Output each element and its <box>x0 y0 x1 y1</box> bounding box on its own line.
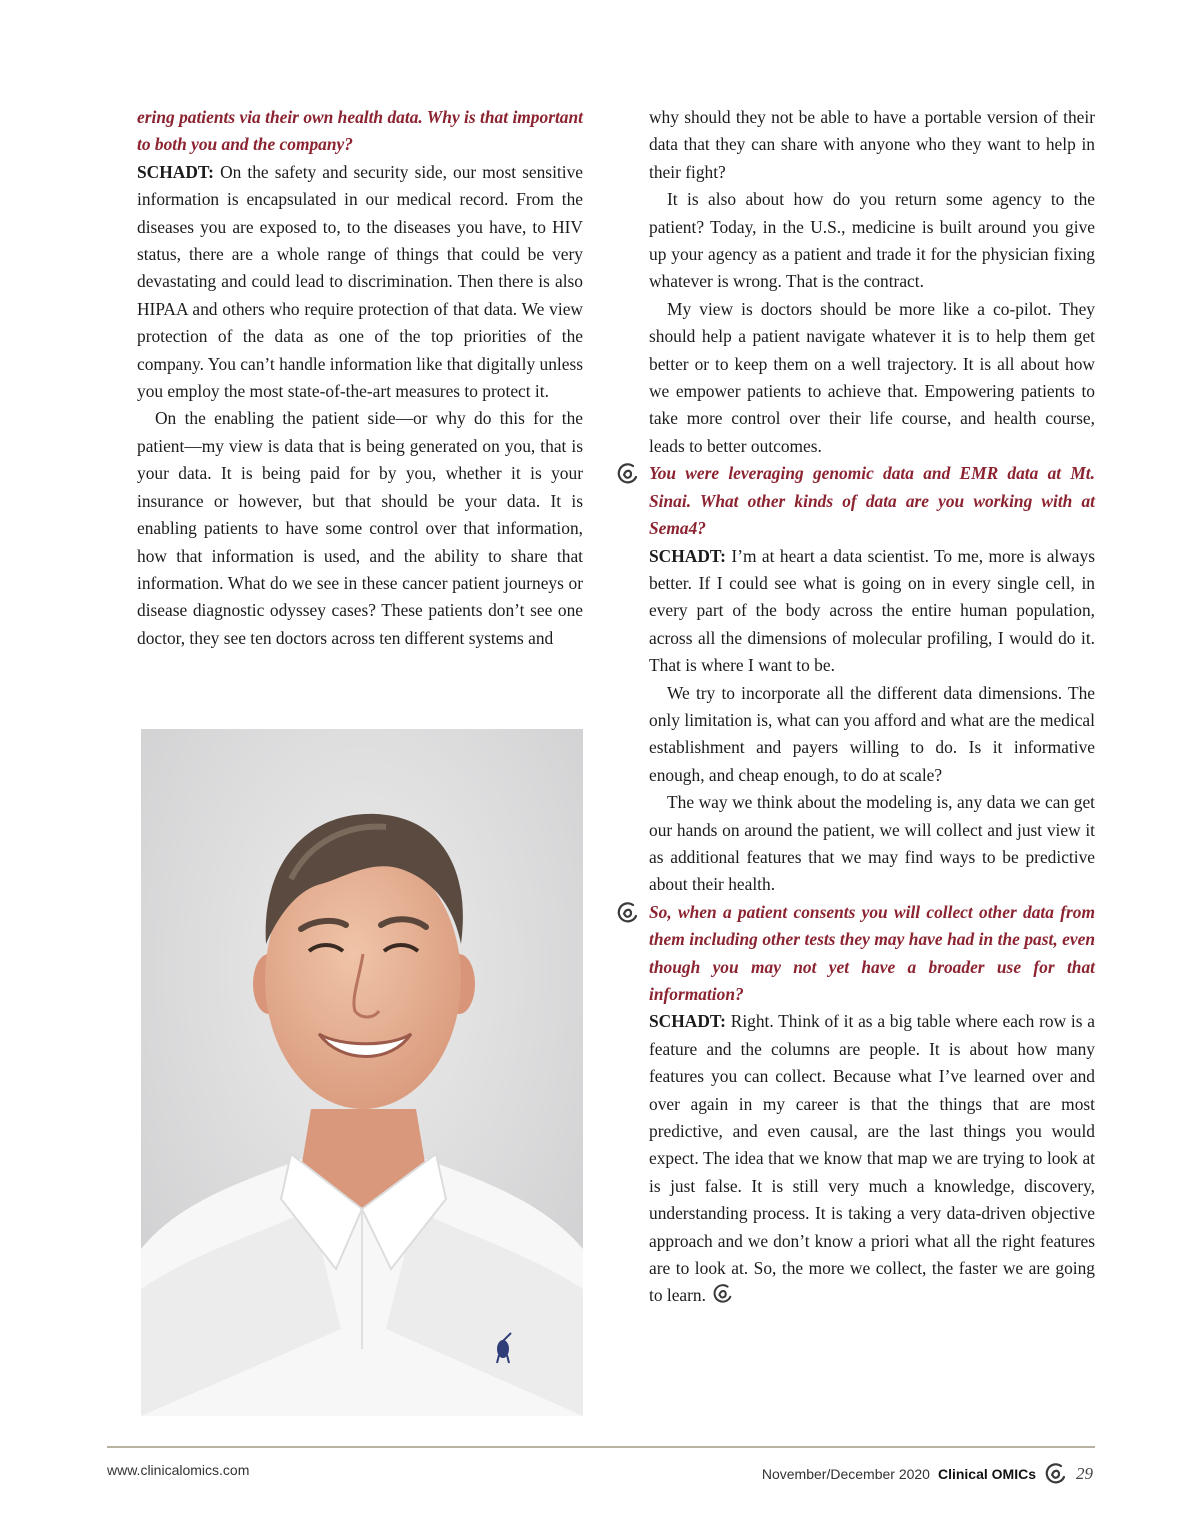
question-3 <box>649 899 1095 1009</box>
clinical-omics-logo-icon <box>616 462 640 486</box>
end-of-article-icon <box>712 1283 734 1305</box>
answer-2-paragraph-3: The way we think about the modeling is, any data we can get our hands on around the patient, we will collect and just view it as additional features that we may find ways to be predictive about their health. <box>649 792 1095 895</box>
answer-2-paragraph-2: We try to incorporate all the different data dimensions. The only limitation is, what can you afford and what are the medical establishment and payers willing to do. Is it informative enough, and cheap enough, to do at scale? <box>649 682 1095 785</box>
question-2-text: You were leveraging genomic data and EMR data at Mt. Sinai. What other kinds of data are you working with at Sema4? <box>649 463 1095 539</box>
page-number: 29 <box>1076 1464 1093 1483</box>
right-column <box>649 104 1095 1310</box>
footer-issue-date: November/December 2020 <box>761 1466 930 1482</box>
portrait-illustration <box>141 729 583 1416</box>
question-3-text: So, when a patient consents you will collect other data from them including other tests they may have had in the past, even though you may not yet have a broader use for that information? <box>649 901 1095 1004</box>
continued-paragraph: why should they not be able to have a portable version of their data that they can share with anyone who they want to help in their fight? <box>649 107 1095 182</box>
answer-paragraph <box>137 159 583 406</box>
answer-2-text: I’m at heart a data scientist. To me, more is always better. If I could see what is going on in every single cell, in every part of the body across the entire human population, across all the dimensions of molecular profiling, I would do it. That is where I want to be. <box>649 545 1095 676</box>
answer-paragraph-2: On the enabling the patient side—or why do this for the patient—my view is data that is being generated on you, that is your data. It is being paid for by you, whether it is your insurance or however, but that should be your data. It is enabling patients to have some control over that information, how that information is used, and the ability to share that information. What do we see in these cancer patient journeys or disease diagnostic odyssey cases? These patients don’t see one doctor, they see ten doctors across ten different systems and <box>137 408 583 648</box>
answer-3-paragraph <box>649 1008 1095 1309</box>
footer-brand: Clinical OMICs <box>937 1466 1036 1482</box>
copilot-paragraph: My view is doctors should be more like a co-pilot. They should help a patient navigate whatever it is to help them get better or to keep them on a well trajectory. It is all about how we empower patients to achieve that. Empowering patients to take more control over their life course, and health course, leads to better outcomes. <box>649 298 1095 456</box>
footer-issue-info <box>762 1462 1093 1486</box>
speaker-label: SCHADT: <box>649 1011 726 1032</box>
speaker-label: SCHADT: <box>649 545 726 566</box>
speaker-label: SCHADT: <box>137 161 214 182</box>
footer-website[interactable]: www.clinicalomics.com <box>107 1462 250 1478</box>
left-column <box>137 104 583 652</box>
question-2 <box>649 460 1095 542</box>
answer-text: On the safety and security side, our most sensitive information is encapsulated in our medical record. From the diseases you are exposed to, to the diseases you have, to HIV status, there are a whole range of things that could be very devastating and could lead to discrimination. Then there is also HIPAA and others who require protection of that data. We view protection of the data as one of the top priorities of the company. You can’t handle information like that digitally unless you employ the most state-of-the-art measures to protect it. <box>137 161 583 402</box>
agency-paragraph: It is also about how do you return some agency to the patient? Today, in the U.S., medicine is built around you give up your agency as a patient and trade it for the physician fixing whatever is wrong. That is the contract. <box>649 189 1095 292</box>
clinical-omics-logo-icon <box>1044 1462 1068 1486</box>
portrait-photo <box>141 729 583 1416</box>
question-continued: ering patients via their own health data. Why is that important to both you and the company? <box>137 107 583 155</box>
answer-3-text: Right. Think of it as a big table where each row is a feature and the columns are people. It is about how many features you can collect. Because what I’ve learned over and over again in my career is that the things that are most predictive, and even causal, are the last things you would expect. The idea that we know that map we are trying to look at is just false. It is still very much a knowledge, discovery, understanding process. It is taking a very data-driven objective approach and we don’t know a priori what all the right features are to look at. So, the more we collect, the faster we are going to learn. <box>649 1011 1095 1306</box>
footer-rule <box>107 1446 1095 1448</box>
clinical-omics-logo-icon <box>616 901 640 925</box>
answer-2-paragraph <box>649 543 1095 680</box>
